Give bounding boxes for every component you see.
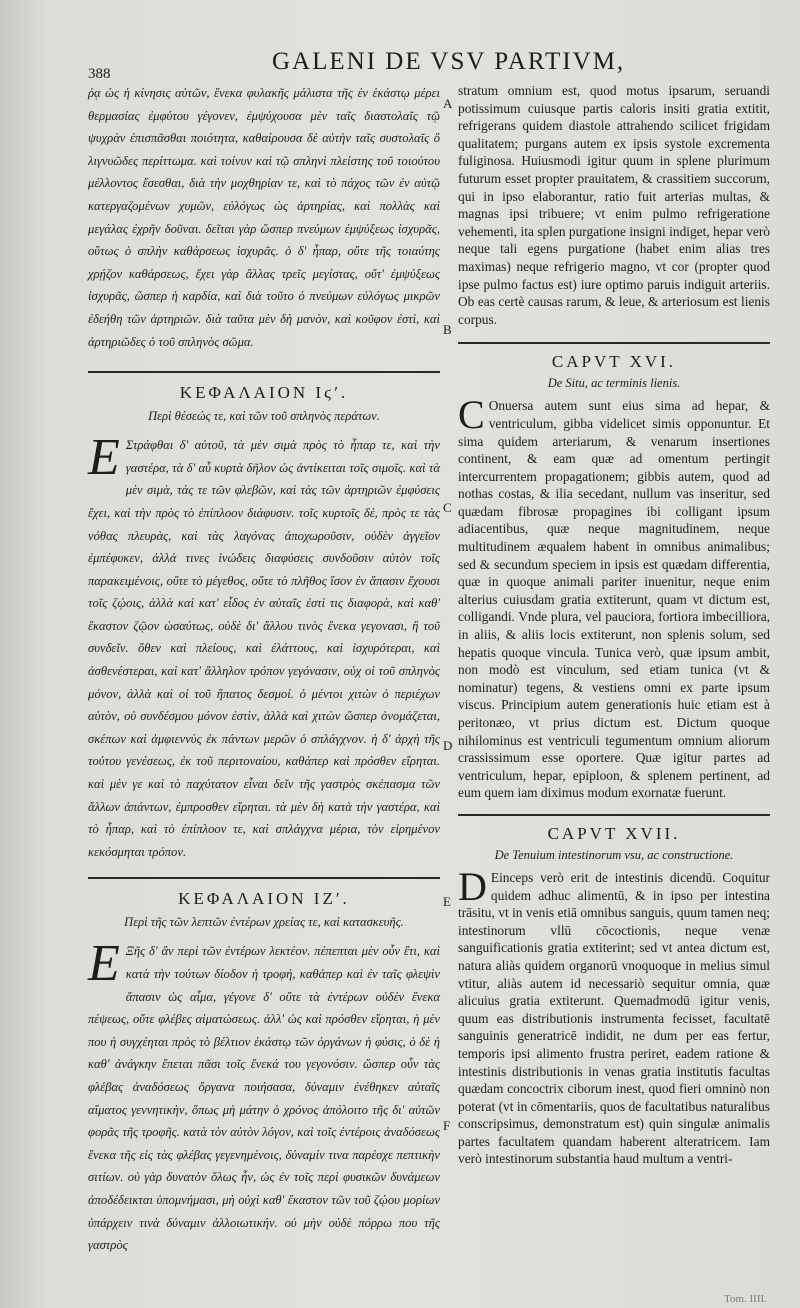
- chapter-heading: ΚΕΦΑΛΑΙΟΝ Ιϛʹ.: [179, 383, 349, 403]
- chapter-subtitle: De Situ, ac terminis lienis.: [547, 376, 681, 391]
- page-number: 388: [88, 66, 111, 82]
- section-rule: [88, 877, 440, 879]
- chapter-heading: ΚΕΦΑΛΑΙΟΝ ΙΖʹ.: [178, 889, 350, 909]
- section-rule: [458, 814, 770, 816]
- margin-letter: C: [443, 500, 452, 515]
- chapter-body: Einceps verò erit de intestinis dicendū. Coquitur quidem adhuc alimentū, & in ipso per intestina trāsitu, vt in venis etiā omnibus sanguis, quum tamen neq; intestinorum vllū cōcoctionis, neque venæ sanguificationis gratia extiterint; sed vt antea dictum est, natura aliàs quidem organorū vnoquoque in melius simul vtitur, aliàs autem id necessariò sequitur omnia, quæ alicuius gratia extiterunt. Quemadmodū igitur venis, quum eas distributionis instrumenta fecisset, facultatē sanguinis generatricē indidit, ne dum per eas fertur, temporis ipsi alimento frustra periret, eadem ratione & intestinis distributionis in venas gratia institutis facultas quædam concoctrix ciborum inest, quod fieri omninò non poterat (vt in cōmentariis, quos de facultatibus naturalibus conscripsimus, demonstratum est) quin singulæ animalis partes facultatem quandam haberent alteratricem. Iam verò intestinorum substantia haud multum a ventri-: [458, 869, 770, 1167]
- chapter-subtitle: Περὶ θέσεώς τε, καὶ τῶν τοῦ σπληνὸς περάτων.: [148, 409, 380, 424]
- chapter-subtitle: Περὶ τῆς τῶν λεπτῶν ἐντέρων χρείας τε, καὶ κατασκευῆς.: [124, 915, 404, 930]
- chapter-body: Onuersa autem sunt eius sima ad hepar, & ventriculum, gibba videlicet simis opponuntur. Et sima quidem arteriarum, & venarum insertiones continent, & eam quæ ad omentum pertingit intercurrentem propagationem; gibbis autem, quod ad nothas costas, & ilia secedant, nullum vas inseritur, sed quædam fibrosæ propagines ibi colligant ipsum adiacentibus, quæ neque magnitudinem, neque multitudinem æqualem habent in omnibus animalibus; sed & secundum speciem in ipsis est quædam differentia, quæ in quoque animali pariter inuenitur, neque enim alterius cuiusdam gratia extiterunt, quam vt dictum est, colligandi. Vnde plura, vel pauciora, fortiora imbecilliora, in aliis, & aliis locis extiterunt, non splenis solum, sed hepatis quoque vincula. Tunica verò, quæ ipsum ambit, non modò est vinculum, sed etiam tunica (vt & nominatur) tegens, & vestiens omni ex parte ipsum viscus. Principium autem generationis huic etiam est à peritonæo, vt prius dictum est. Dictum quoque nihilominus est ventriculi tegumentum omnium aliorum crassissimum esse oportere. Quæ igitur partes ad ventriculum, hepar, epiploon, & splenem pertinent, ad eum quem iam diximus modum exornatæ fuerunt.: [458, 398, 770, 801]
- latin-intro-text: stratum omnium est, quod motus ipsarum, seruandi potissimum cuiusque partis caloris insiti gratia extitit, refrigerans quidem diastole attrahendo scilicet frigidam qualitatem; purgans autem ex ipsis systole excrementa fuliginosa. Huiusmodi igitur quum in splene plurimum futurum esset propter prauitatem, & crassitiem succorum, qui in ipso elaborantur, ratio fuit arterias multas, & magnas ipsi tribuere; vt enim pulmo refrigeratione vehementi, ita splen purgatione insigni indiget, hepar verò neque tali egens purgatione (habet enim alias tres maximas) neque refrigerio magno, vt cor (propter quod ipse pulmo factus est) iure optimo paruis indiguit arteriis. Ob eas certè causas rarum, & leue, & arteriosum est lienis corpus.: [458, 83, 770, 327]
- section-rule: [458, 342, 770, 344]
- chapter-body: Στράφθαι δ' αὐτοῦ, τὰ μὲν σιμὰ πρὸς τὸ ἧπαρ τε, καὶ τὴν γαστέρα, τὰ δ' αὖ κυρτὰ δῆλον ὡς ἀντίκειται τοῖς σιμοῖς. καὶ τὰ μὲν σιμὰ, τάς τε τῶν φλεβῶν, καὶ τὰς τῶν ἀρτηριῶν ἐμφύσεις ἔχει, καὶ τὴν πρὸς τὸ ἐπίπλοον διάφυσιν. τοῖς κυρτοῖς δὲ, πρὸς τε τὰς νόθας πλευρὰς, καὶ τὰς λαγόνας ἀποχωροῦσιν, οὐδὲν ἀγγεῖον ἐμπέφυκεν, ἀλλά τινες ἰνώδεις διαφύσεις συνδοῦσιν αὐτὸν τοῖς παρακειμένοις, οὔτε τὸ μέγεθος, οὔτε τὸ πλῆθος ἴσον ἐν ἅπασιν ἔχουσι τοῖς ζῴοις, ἀλλὰ καὶ κατ' εἶδος ἐν αὐταῖς ἐστὶ τις διαφορὰ, καὶ καθ' ἕκαστον ζῷον ὡσαύτως, οὐδὲ δι' ἄλλου τινὸς ἕνεκα γεγονασι, ἢ τοῦ συνδεῖν. ὅθεν καὶ πλείους, καὶ ἐλάττους, καὶ ἰσχυρότεραι, καὶ ἀσθενέστεραι, καὶ κατ' ἄλληλον τρόπον γεγόνασιν, οὐχ οἱ τοῦ σπληνὸς μόνον, ἀλλὰ καὶ οἱ τοῦ ἥπατος δεσμοί. ὁ μέντοι χιτὼν ὁ περιέχων αὐτὸν, οὐ συνδέσμου μόνον ἐστὶν, ἀλλὰ καὶ χιτὼν ὥσπερ ὀνομάζεται, σκέπων καὶ ἀμφιεννὺς ἐκ πάντων μερῶν ὁ σπλάγχνον. ἡ δ' ἀρχὴ τῆς τούτου γενέσεως, ἐκ τοῦ περιτοναίου, καθάπερ καὶ πρόσθεν εἴρηται. καὶ μὲν γε καὶ τὸ παχύτατον εἶναι δεῖν τῆς γαστρὸς σκέπασμα τῶν ἄλλων ἁπάντων, ἐμπροσθεν εἴρηται. τὰ μὲν δὴ κατὰ τὴν γαστέρα, καὶ τὸ ἧπαρ, καὶ τὸ ἐπίπλοον τε, καὶ σπλάγχνα μέρια, τὸν εἰρημένον κεκόσμηται τρόπον.: [88, 438, 440, 859]
- running-head: GALENI DE VSV PARTIVM,: [272, 48, 626, 75]
- drop-cap: C: [458, 392, 485, 438]
- drop-cap: D: [458, 863, 487, 909]
- chapter-text: [88, 935, 440, 1256]
- drop-cap: Ε: [88, 935, 120, 993]
- chapter-text: [458, 863, 770, 1168]
- margin-letter: D: [443, 738, 453, 753]
- chapter-body: Ξῆς δ' ἂν περὶ τῶν ἐντέρων λεκτέον. πέπεπται μὲν οὖν ἔτι, καὶ κατὰ τὴν τούτων δίοδον ἡ τροφή, καθάπερ καὶ ἐν ταῖς φλεψὶν ἅπασιν ὡς αἷμα, γέγονε δ' οὔτε τὰ ἐντέρων οὐδὲν ἕνεκα πέψεως, οὔτε φλέβες αἱματώσεως. ἀλλ' ὡς καὶ πρόσθεν εἴρηται, ἡ μὲν που ἡ συγχέηται πρὸς τὸ βέλτιον ἑκάστῳ τῶν ὀργάνων ἡ φύσις, ὁ δὲ ἡ καθ' ἀνάγκην ἕπεται πᾶσι τοῖς ἕνεκά του γεγονόσιν. ὥσπερ οὖν τὰς φλέβας ἀναδόσεως ὄργανα ποιήσασα, δύναμιν ἐνέθηκεν αὐταῖς αἵματος γεννητικὴν, ὅπως μὴ μάτην ὁ χρόνος ἀπόλοιτο τῆς δι' αὐτῶν φορᾶς τῆς τροφῆς. κατὰ τὸν αὐτὸν λόγον, καὶ τοῖς ἐντέροις ἀναδόσεως ἕνεκα τῆς εἰς τὰς φλέβας γεγενημένοις, δύναμίν τινα παρέσχε πεπτικὴν σιτίων. οὐ γὰρ δυνατὸν ὅλως ἦν, ὡς ἐν τοῖς περὶ φυσικῶν δυνάμεων ἀποδέδεικται ὑπομνήμασι, μὴ οὐχὶ καθ' ἕκαστον τῶν τοῦ ζῴου μορίων ὑπάρχειν τινὰ δύναμιν ἀλλοιωτικήν. οὐ μὴν οὐδὲ πόρρω που τῆς γαστρὸς: [88, 944, 440, 1253]
- latin-column: [458, 82, 770, 1168]
- margin-letter: B: [443, 322, 452, 337]
- signature-mark: Tom. IIII.: [724, 1293, 767, 1305]
- drop-cap: Ε: [88, 429, 120, 487]
- chapter-text: [88, 429, 440, 863]
- chapter-heading: CAPVT XVI.: [551, 352, 677, 372]
- greek-intro-text: ῥᾳ ὡς ἡ κίνησις αὐτῶν, ἕνεκα φυλακῆς μάλιστα τῆς ἐν ἑκάστῳ μέρει θερμασίας ἐμφύτου γέγονεν, ἐμψύχουσα μὲν ταῖς διαστολαῖς τῷ ψυχρὰν ἐπισπᾶσθαι ποιότητα, καθαίρουσα δὲ αὐτὴν ταῖς συστολαῖς ὅ λιγνυῶδες περίττωμα. καὶ τοίνυν καὶ τῷ σπληνὶ πλείστης τοῦ τοιούτου μέλλοντος ἔσεσθαι, διὰ τὴν μοχθηρίαν τε, καὶ τὸ πάχος τῶν ἐν αὐτῷ κατεργαζομένων χυμῶν, εὐλόγως ὡς ἀρτηρίας, καὶ πολλὰς καὶ μεγάλας ἐχρῆν δοῦναι. δεῖται γὰρ ὥσπερ πνεύμων ἐμψύξεως ἰσχυρᾶς, οὕτως ὁ σπλὴν καθάρσεως ἰσχυρᾶς. ὁ δ' ἧπαρ, οὔτε τῆς τοιαύτης χρῄζον καθάρσεως, ἔχει γὰρ ἄλλας τρεῖς μεγίστας, οὔτ' ἐμψύξεως ἰσχυρᾶς, ὥσπερ ἡ καρδία, καὶ διὰ τοῦτο ὁ πνεύμων εὐλόγως μικρῶν ἐδεήθη τῶν ἀρτηριῶν. διὰ ταῦτα μὲν δὴ μανὸν, καὶ κοῦφον ἐστὶ, καὶ ἀρτηριῶδες ὁ τοῦ σπληνὸς σῶμα.: [88, 86, 440, 349]
- margin-letter: F: [443, 1118, 451, 1133]
- chapter-text: [458, 392, 770, 802]
- margin-letter: E: [443, 894, 451, 909]
- chapter-heading: CAPVT XVII.: [547, 823, 681, 843]
- margin-letter: A: [443, 96, 453, 111]
- chapter-subtitle: De Tenuium intestinorum vsu, ac constructione.: [494, 847, 734, 862]
- section-rule: [88, 371, 440, 373]
- greek-column: [88, 82, 440, 1257]
